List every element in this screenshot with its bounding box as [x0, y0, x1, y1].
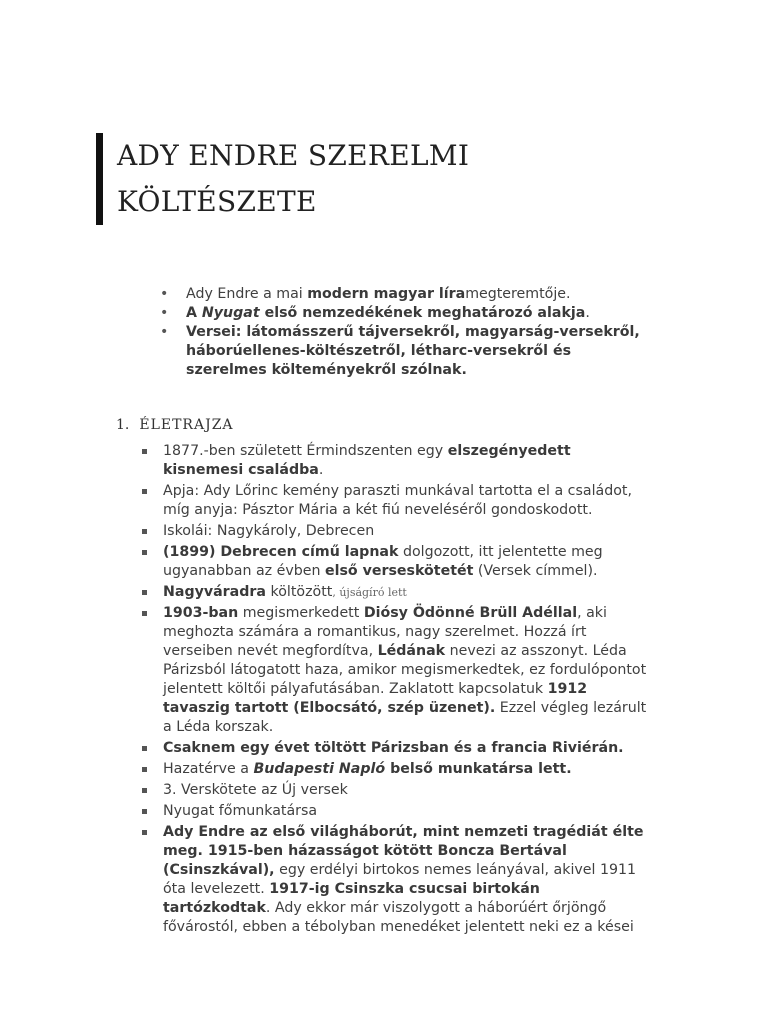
- title-line-1: ADY ENDRE SZERELMI: [117, 139, 470, 172]
- section-heading: [116, 417, 234, 433]
- list-item: Csaknem egy évet töltött Párizsban és a francia Riviérán.: [140, 739, 652, 758]
- list-item: Apja: Ady Lőrinc kemény paraszti munkával tartotta el a családot, míg anyja: Pásztor Mária a két fiú neveléséről gondoskodott.: [140, 482, 652, 520]
- intro-item: • Versei: látomásszerű tájversekről, magyarság-versekről, háborúellenes-költészetről, létharc-versekről és szerelmes költeményekről szólnak.: [160, 323, 650, 380]
- list-item: Hazatérve a Budapesti Napló belső munkatársa lett.: [140, 760, 652, 779]
- intro-list: [160, 285, 650, 380]
- section-number: 1.: [116, 417, 130, 433]
- list-item: 1903-ban megismerkedett Diósy Ödönné Brüll Adéllal, aki meghozta számára a romantikus, nagy szerelmet. Hozzá írt verseiben nevét megfordítva, Lédának nevezi az asszonyt. Léda Párizsból látogatott haza, amikor megismerkedtek, ez fordulópontot jelentett költői pályafutásában. Zaklatott kapcsolatuk 1912 tavaszig tartott (Elbocsátó, szép üzenet). Ezzel végleg lezárult a Léda korszak.: [140, 604, 652, 737]
- page-title: [96, 133, 637, 225]
- list-item: Ady Endre az első világháborút, mint nemzeti tragédiát élte meg. 1915-ben házasságot kötött Boncza Bertával (Csinszkával), egy erdélyi birtokos nemes leányával, akivel 1911 óta levelezett. 1917-ig Csinszka csucsai birtokán tartózkodtak. Ady ekkor már viszolygott a háborúért őrjöngő fővárostól, ebben a tébolyban menedéket jelentett neki ez a kései: [140, 823, 652, 937]
- list-item: Nyugat főmunkatársa: [140, 802, 652, 821]
- list-item: Iskolái: Nagykároly, Debrecen: [140, 522, 652, 541]
- list-item: Nagyváradra költözött, újságíró lett: [140, 583, 652, 602]
- section-title: ÉLETRAJZA: [139, 417, 234, 433]
- list-item: 3. Verskötete az Új versek: [140, 781, 652, 800]
- intro-item: • Ady Endre a mai modern magyar líramegteremtője.: [160, 285, 650, 304]
- list-item: (1899) Debrecen című lapnak dolgozott, itt jelentette meg ugyanabban az évben első verseskötetét (Versek címmel).: [140, 543, 652, 581]
- title-line-2: KÖLTÉSZETE: [117, 185, 317, 218]
- intro-item: • A Nyugat első nemzedékének meghatározó alakja.: [160, 304, 650, 323]
- biography-list: [140, 442, 652, 939]
- list-item: 1877.-ben született Érmindszenten egy elszegényedett kisnemesi családba.: [140, 442, 652, 480]
